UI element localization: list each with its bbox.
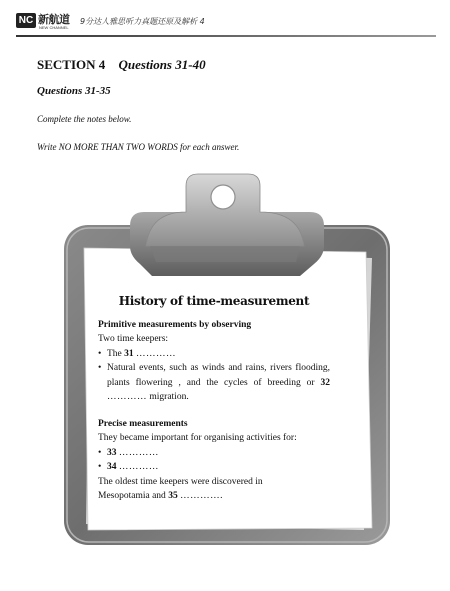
bullet-31-text: The <box>107 348 125 359</box>
oldest-keepers-line: The oldest time keepers were discovered in <box>98 476 263 487</box>
bullet-icon: • <box>98 462 102 472</box>
questions-subtitle: Questions 31-35 <box>37 85 111 97</box>
bullet-icon: • <box>98 447 102 458</box>
instruction-complete: Complete the notes below. <box>37 114 132 124</box>
question-35-line: Mesopotamia and 35 …………. <box>98 489 330 504</box>
bullet-32-end: migration. <box>149 392 189 402</box>
section-label: SECTION 4 <box>37 57 106 72</box>
answer-blank-33[interactable]: ………… <box>118 447 159 458</box>
bullet-item-34 <box>98 460 330 475</box>
mesopotamia-text: Mesopotamia and <box>98 491 166 501</box>
answer-blank-34[interactable]: ………… <box>118 462 159 472</box>
instruction-word-limit: Write NO MORE THAN TWO WORDS for each answer. <box>37 142 240 152</box>
answer-blank-32[interactable]: ………… <box>107 392 147 402</box>
answer-blank-35[interactable]: ………… <box>180 491 221 501</box>
clip-hole <box>211 185 235 209</box>
bullet-icon: • <box>98 363 102 373</box>
logo-subtitle: NEW CHANNEL <box>39 25 69 30</box>
bullet-item-31 <box>98 347 330 362</box>
bullet-item-33 <box>98 446 330 461</box>
logo-mark: NC <box>16 13 36 28</box>
notes-title: History of time-measurement <box>118 294 310 308</box>
question-33-number: 33 <box>107 447 117 458</box>
notes-body <box>98 294 330 504</box>
bullet-icon: • <box>98 348 102 359</box>
question-35-number: 35 <box>168 491 178 501</box>
heading-precise: Precise measurements <box>98 418 188 429</box>
heading-primitive: Primitive measurements by observing <box>98 319 252 330</box>
question-32-number: 32 <box>320 377 331 388</box>
answer-blank-31[interactable]: ………… <box>136 348 177 359</box>
question-34-number: 34 <box>107 462 117 472</box>
logo-name: 新航道 <box>38 13 70 26</box>
organising-line: They became important for organising activities for: <box>98 433 297 443</box>
book-title: 9分达人雅思听力真题还原及解析 4 <box>80 17 205 26</box>
time-keepers-line: Two time keepers: <box>98 334 169 344</box>
section-questions: Questions 31-40 <box>118 57 206 72</box>
question-31-number: 31 <box>124 348 134 359</box>
bullet-item-32 <box>98 361 330 405</box>
bullet-32-text: Natural events, such as winds and rains, rivers flooding, plants flowering , and the cycles of breeding or <box>107 363 330 388</box>
